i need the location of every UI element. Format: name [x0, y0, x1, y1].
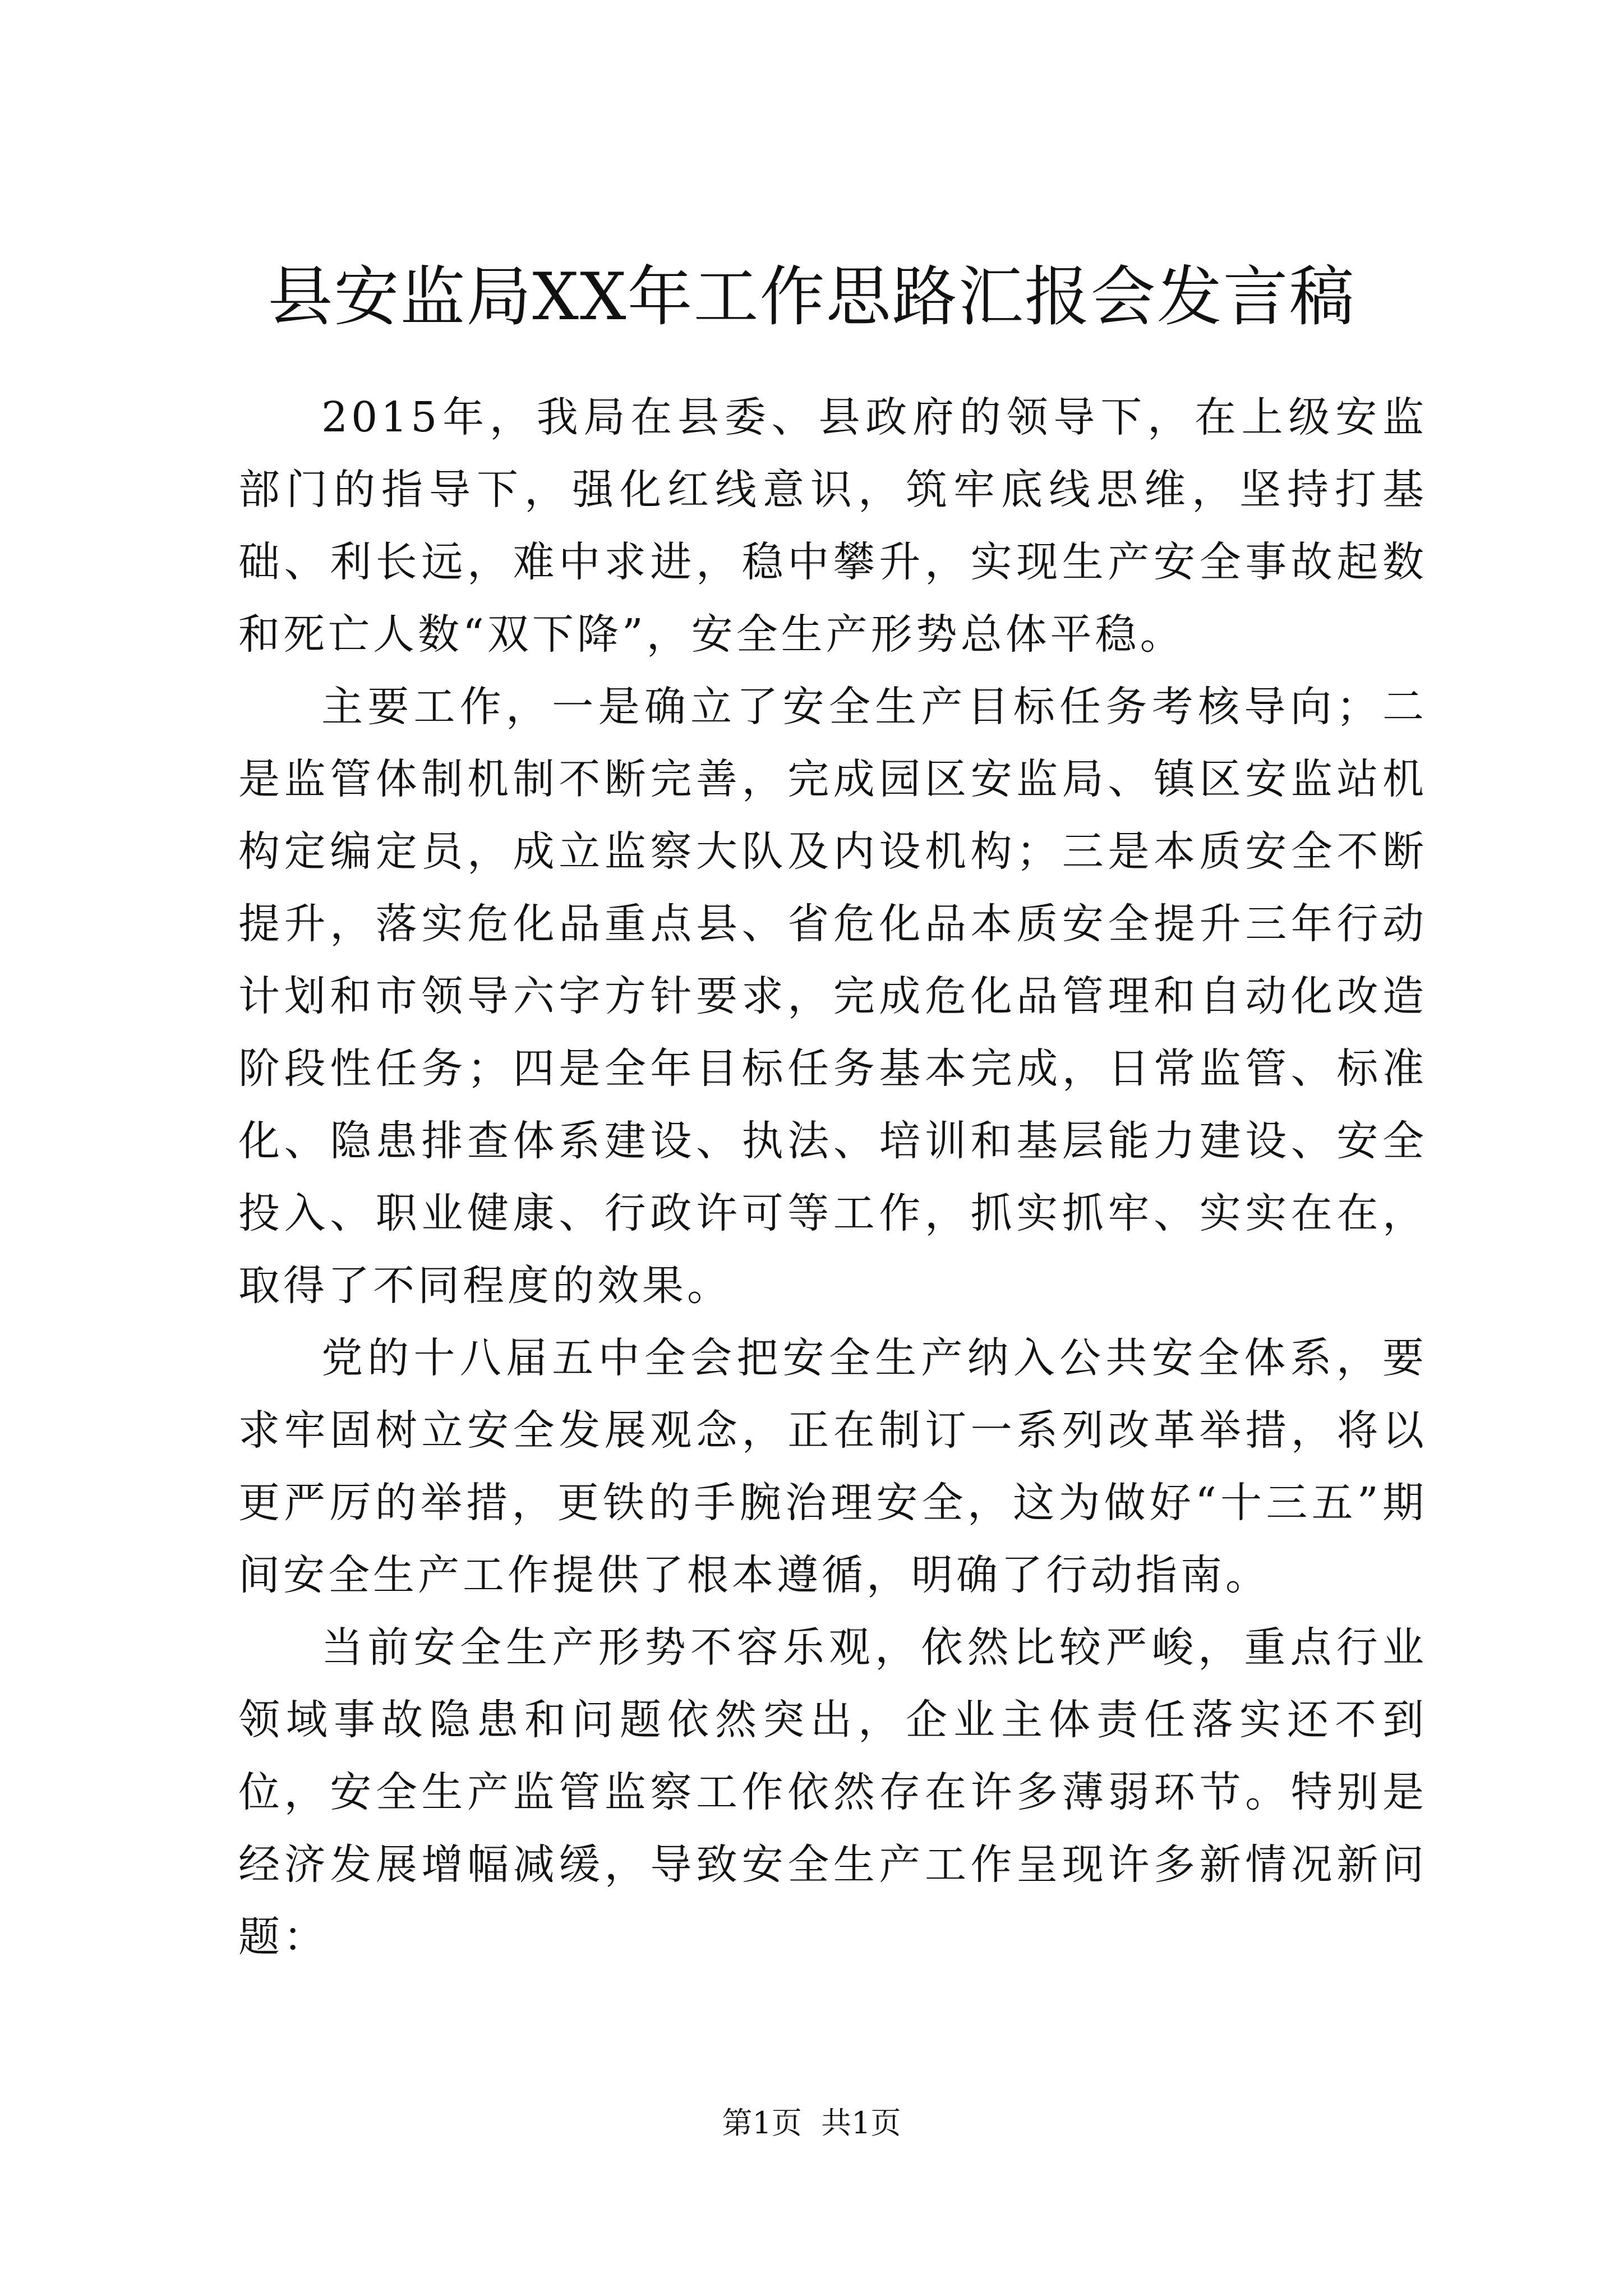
page-total: 共1页: [821, 2105, 901, 2141]
paragraph-2: 主要工作，一是确立了安全生产目标任务考核导向；二是监管体制机制不断完善，完成园区安监局、镇区安监站机构定编定员，成立监察大队及内设机构；三是本质安全不断提升，落实危化品重点县、省危化品本质安全提升三年行动计划和市领导六字方针要求，完成危化品管理和自动化改造阶段性任务；四是全年目标任务基本完成，日常监管、标准化、隐患排查体系建设、执法、培训和基层能力建设、安全投入、职业健康、行政许可等工作，抓实抓牢、实实在在，取得了不同程度的效果。: [238, 683, 1427, 1310]
paragraph-1: 2015年，我局在县委、县政府的领导下，在上级安监部门的指导下，强化红线意识，筑牢底线思维，坚持打基础、利长远，难中求进，稳中攀升，实现生产安全事故起数和死亡人数“双下降”，安全生产形势总体平稳。: [238, 393, 1427, 659]
page-number: 第1页: [722, 2105, 802, 2141]
paragraph-3: 党的十八届五中全会把安全生产纳入公共安全体系，要求牢固树立安全发展观念，正在制订一系列改革举措，将以更严厉的举措，更铁的手腕治理安全，这为做好“十三五”期间安全生产工作提供了根本遵循，明确了行动指南。: [238, 1334, 1427, 1599]
document-title: 县安监局XX年工作思路汇报会发言稿: [268, 259, 1355, 335]
paragraph-4: 当前安全生产形势不容乐观，依然比较严峻，重点行业领域事故隐患和问题依然突出，企业主体责任落实还不到位，安全生产监管监察工作依然存在许多薄弱环节。特别是经济发展增幅减缓，导致安全生产工作呈现许多新情况新问题：: [238, 1623, 1427, 1961]
page-footer: [0, 2101, 1623, 2146]
document-body: [238, 381, 1427, 1973]
